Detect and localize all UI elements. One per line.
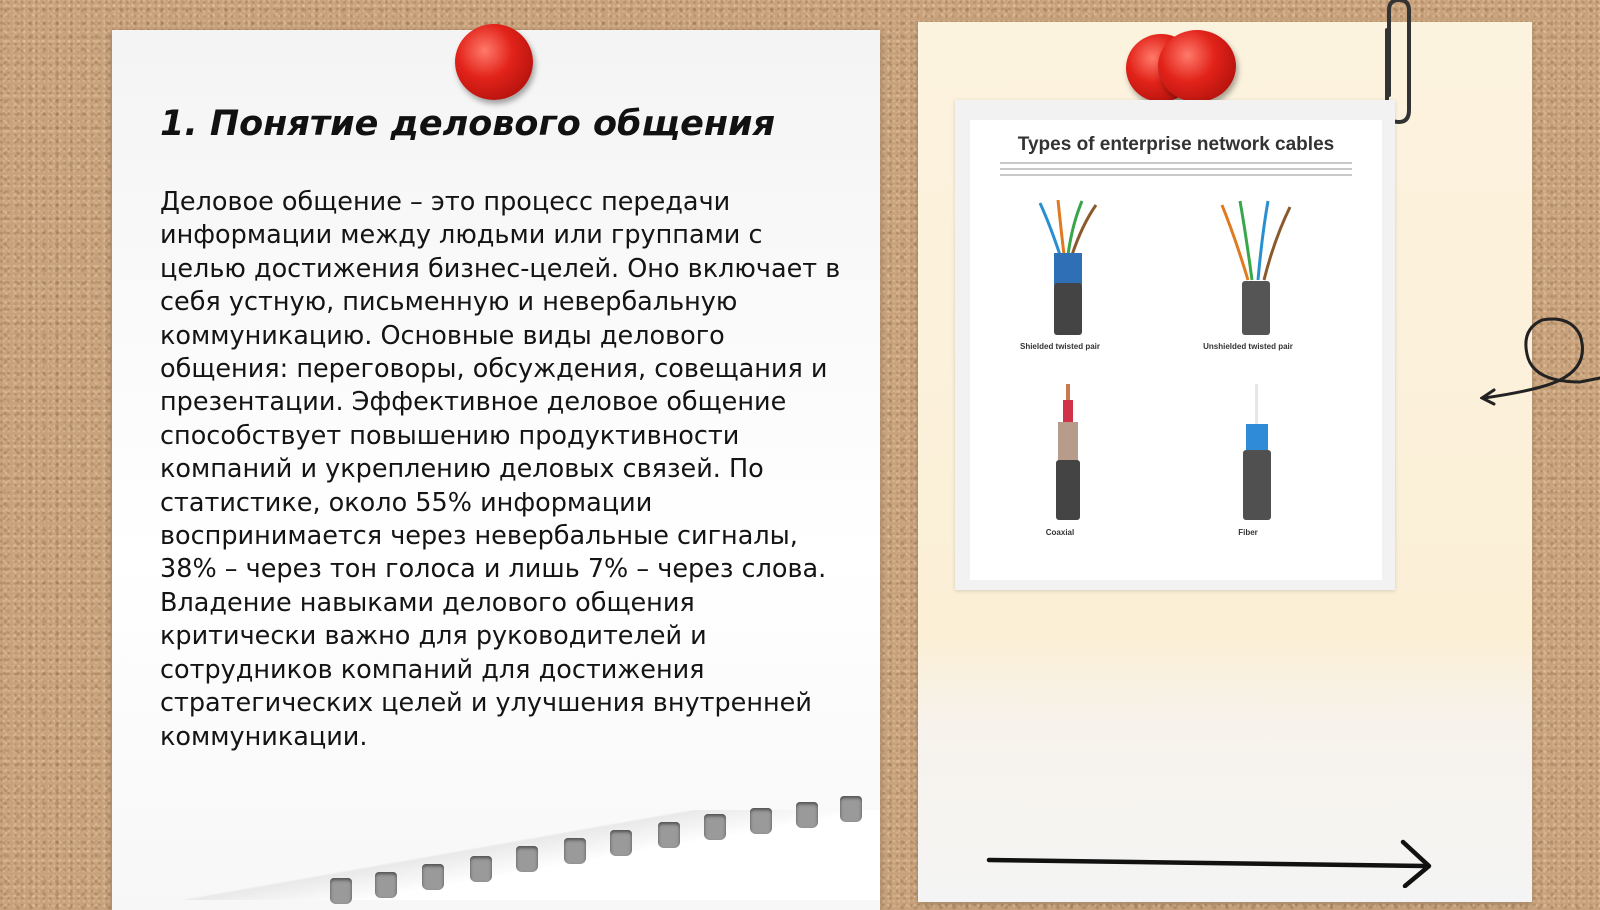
section-body-text: Деловое общение – это процесс передачи информации между людьми или группами с целью достижения бизнес-целей. Оно включает в себя устную, письменную и невербальную коммуникацию. Основные виды делового общения: переговоры, обсуждения, совещания и презентации. Эффективное деловое общение способствует повышению продуктивности компаний и укреплению деловых связей. По статистике, около 55% информации воспринимается через невербальные сигналы, 38% – через тон голоса и лишь 7% – через слова. Владение навыками делового общения критически важно для руководителей и сотрудников компаний для достижения стратегических целей и улучшения внутренней коммуникации. xyxy=(160,187,841,752)
red-pin-icon xyxy=(455,24,533,100)
infographic-subtitle xyxy=(1000,162,1352,176)
infographic-title: Types of enterprise network cables xyxy=(1017,134,1335,155)
cable-label-coaxial: Coaxial xyxy=(1045,528,1075,537)
shielded-cable-icon xyxy=(1020,195,1120,345)
coaxial-cable-icon xyxy=(1020,382,1120,532)
cable-label-fiber: Fiber xyxy=(1238,528,1258,537)
right-arrow-icon xyxy=(985,838,1445,888)
loop-arrow-icon xyxy=(1480,310,1600,410)
unshielded-cable-icon xyxy=(1208,195,1308,345)
cable-label-unshielded: Unshielded twisted pair xyxy=(1203,342,1293,351)
fiber-cable-icon xyxy=(1208,382,1308,532)
spiral-holes xyxy=(320,800,880,900)
cable-infographic xyxy=(970,120,1382,580)
section-title: 1. Понятие делового общения xyxy=(160,104,776,144)
cable-label-shielded: Shielded twisted pair xyxy=(1019,342,1100,351)
red-pin-icon xyxy=(1158,30,1236,102)
